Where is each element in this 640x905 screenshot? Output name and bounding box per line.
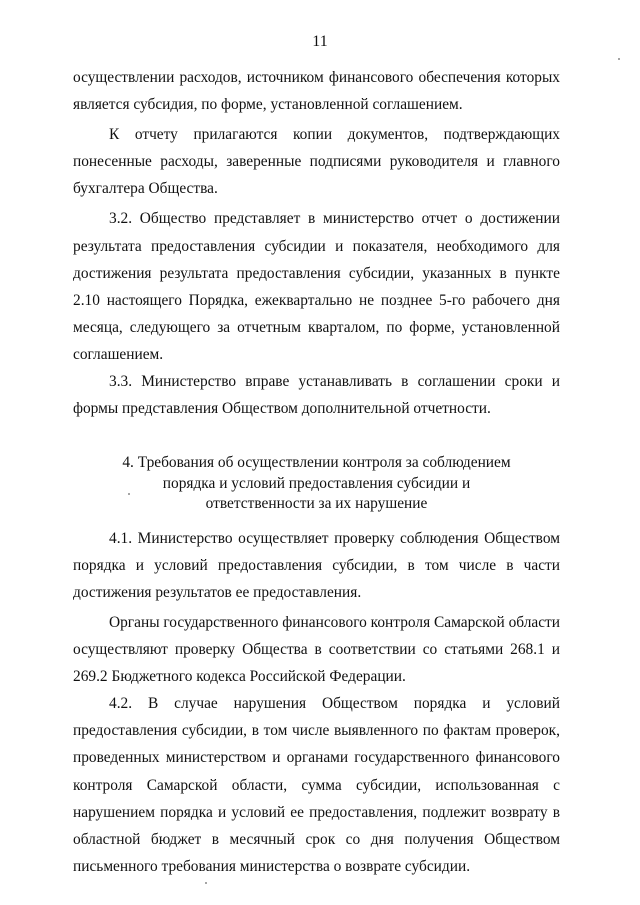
section-4-heading [73, 453, 560, 515]
heading-line-1: 4. Требования об осуществлении контроля за соблюдением [122, 454, 511, 472]
paragraph-4-2: 4.2. В случае нарушения Обществом порядка и условий предоставления субсидии, в том числе выявленного по фактам проверок, проведенных министерством и органами государственного финансового контроля Самарской области, сумма субсидии, использованная с нарушением порядка и условий ее предоставления, подлежит возврату в областной бюджет в месячный срок со дня получения Обществом письменного требования министерства о возврате субсидии. [73, 695, 560, 875]
paragraph-4-1: 4.1. Министерство осуществляет проверку соблюдения Обществом порядка и условий предоставления субсидии, в том числе в части достижения результатов ее предоставления. [73, 529, 560, 601]
scan-speck [205, 882, 207, 884]
page-number: 11 [312, 33, 328, 50]
scan-speck [128, 493, 130, 495]
paragraph-continuation: осуществлении расходов, источником финансового обеспечения которых является субсидия, по форме, установленной соглашением. [73, 69, 560, 114]
scan-speck [618, 58, 620, 60]
paragraph-3-2: 3.2. Общество представляет в министерство отчет о достижении результата предоставления субсидии и показателя, необходимого для достижения результата предоставления субсидии, указанных в пункте 2.10 настоящего Порядка, ежеквартально не позднее 5-го рабочего дня месяца, следующего за отчетным кварталом, по форме, установленной соглашением. [73, 210, 560, 363]
heading-line-2: порядка и условий предоставления субсидии и [162, 474, 471, 492]
heading-line-3: ответственности за их нарушение [205, 495, 428, 513]
paragraph-control-bodies: Органы государственного финансового контроля Самарской области осуществляют проверку Общества в соответствии со статьями 268.1 и 269.2 Бюджетного кодекса Российской Федерации. [73, 614, 561, 686]
paragraph-3-3: 3.3. Министерство вправе устанавливать в соглашении сроки и формы представления Обществом дополнительной отчетности. [73, 373, 560, 418]
document-body [73, 64, 560, 880]
paragraph-attachments: К отчету прилагаются копии документов, подтверждающих понесенные расходы, заверенные подписями руководителя и главного бухгалтера Общества. [73, 126, 560, 198]
